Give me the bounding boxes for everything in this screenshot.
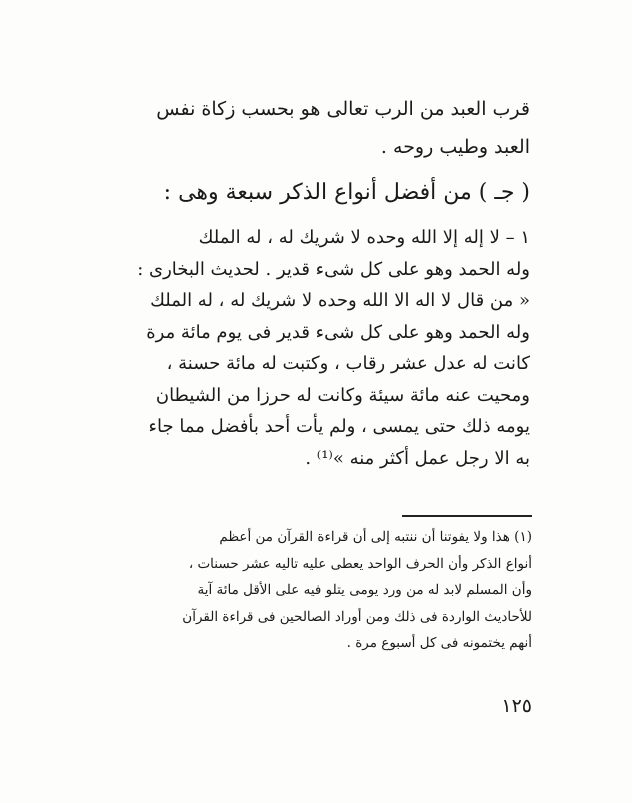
footnote-line-1: (١) هذا ولا يفوتنا أن ننتبه إلى أن قراءة القرآن من أعظم (219, 529, 532, 545)
section-heading: ( جـ ) من أفضل أنواع الذكر سبعة وهى : (163, 180, 530, 205)
opening-paragraph (120, 90, 530, 166)
main-line-6: ومحيت عنه مائة سيئة وكانت له حرزا من الشيطان (155, 384, 530, 406)
opening-line-2: العبد وطيب روحه . (380, 136, 530, 158)
footnote (118, 524, 532, 657)
main-line-1: ١ – لا إله إلا الله وحده لا شريك له ، له الملك (198, 227, 530, 248)
footnote-divider (402, 515, 532, 517)
main-line-2: وله الحمد وهو على كل شىء قدير . لحديث البخارى : (137, 258, 530, 280)
main-paragraph (120, 222, 530, 474)
page-number: ١٢٥ (501, 695, 532, 717)
main-line-3: « من قال لا اله الا الله وحده لا شريك له ، له الملك (150, 290, 530, 311)
footnote-line-4: للأحاديث الواردة فى ذلك ومن أوراد الصالحين فى قراءة القرآن (182, 608, 532, 625)
footnote-line-2: أنواع الذكر وأن الحرف الواحد يعطى عليه تاليه عشر حسنات ، (188, 555, 532, 572)
main-line-7: يومه ذلك حتى يمسى ، ولم يأت أحد بأفضل مما جاء (148, 416, 530, 437)
footnote-line-5: أنهم يختمونه فى كل أسبوع مرة . (346, 635, 532, 651)
main-line-8: به الا رجل عمل أكثر منه »⁽¹⁾ . (305, 447, 530, 469)
footnote-line-3: وأن المسلم لابد له من ورد يومى يتلو فيه على الأقل مائة آية (197, 582, 532, 598)
main-line-5: كانت له عدل عشر رقاب ، وكتبت له مائة حسنة ، (166, 353, 530, 374)
opening-line-1: قرب العبد من الرب تعالى هو بحسب زكاة نفس (156, 98, 530, 120)
main-line-4: وله الحمد وهو على كل شىء قدير فى يوم مائة مرة (146, 321, 530, 343)
